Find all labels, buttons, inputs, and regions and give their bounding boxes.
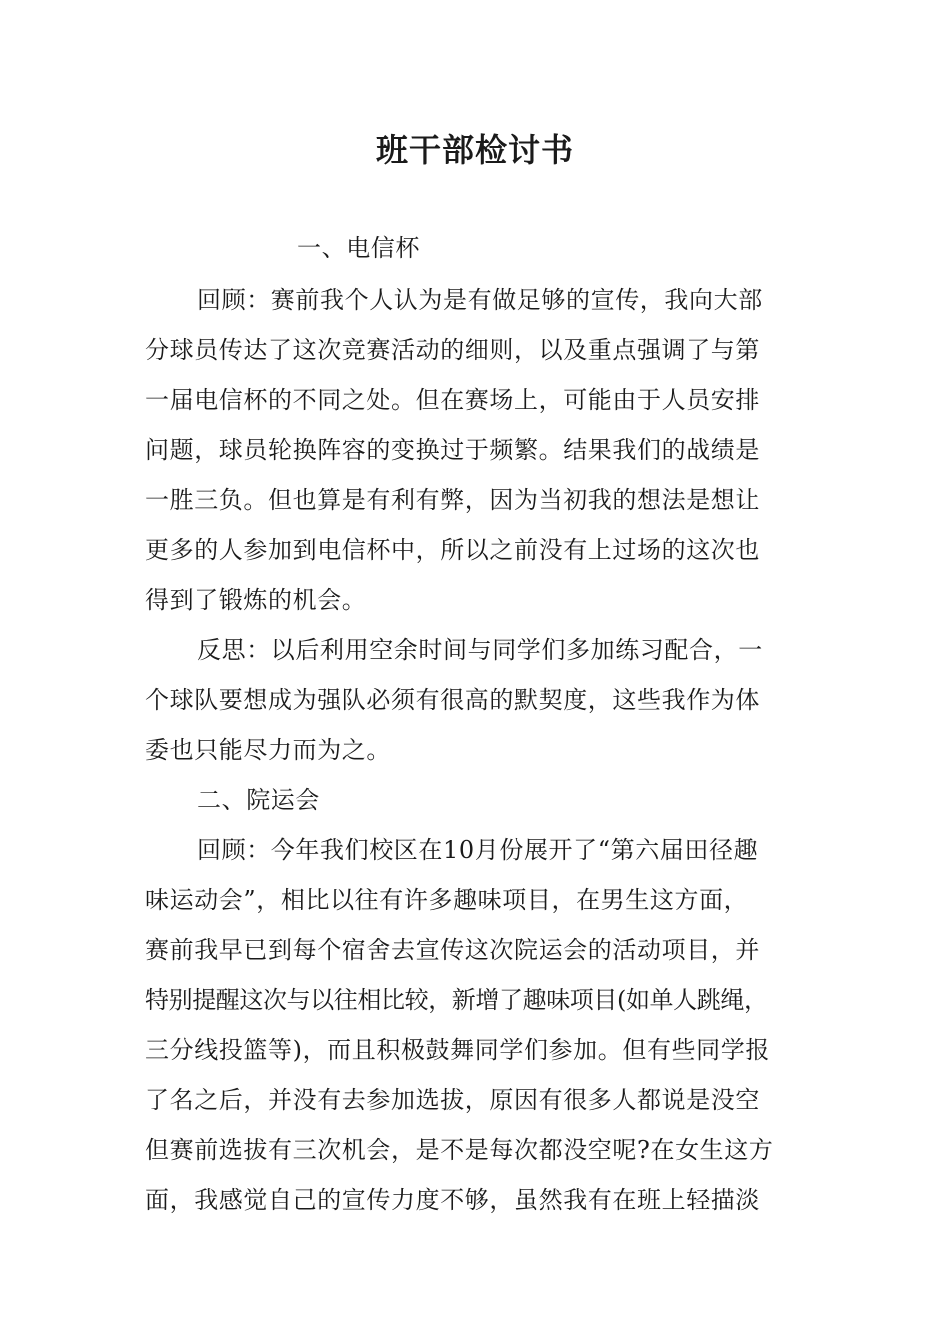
section-heading-1: 一、电信杯 bbox=[297, 234, 420, 262]
paragraph-line: 三分线投篮等)，而且积极鼓舞同学们参加。但有些同学报 bbox=[145, 1036, 770, 1064]
paragraph-line: 特别提醒这次与以往相比较，新增了趣味项目(如单人跳绳， bbox=[145, 986, 768, 1014]
paragraph-line: 了名之后，并没有去参加选拔，原因有很多人都说是没空 bbox=[145, 1086, 760, 1114]
paragraph-line: 回顾：今年我们校区在10月份展开了“第六届田径趣 bbox=[197, 836, 759, 864]
paragraph-line: 面，我感觉自己的宣传力度不够，虽然我有在班上轻描淡 bbox=[145, 1186, 760, 1214]
paragraph-line: 问题，球员轮换阵容的变换过于频繁。结果我们的战绩是 bbox=[145, 436, 760, 464]
paragraph-line: 回顾：赛前我个人认为是有做足够的宣传，我向大部 bbox=[197, 286, 763, 314]
paragraph-line: 分球员传达了这次竞赛活动的细则，以及重点强调了与第 bbox=[145, 336, 760, 364]
document-title: 班干部检讨书 bbox=[375, 131, 574, 169]
paragraph-line: 更多的人参加到电信杯中，所以之前没有上过场的这次也 bbox=[145, 536, 760, 564]
paragraph-line: 一届电信杯的不同之处。但在赛场上，可能由于人员安排 bbox=[145, 386, 760, 414]
paragraph-line: 得到了锻炼的机会。 bbox=[145, 586, 367, 614]
paragraph-line: 味运动会”，相比以往有许多趣味项目，在男生这方面， bbox=[145, 886, 749, 914]
paragraph-line: 个球队要想成为强队必须有很高的默契度，这些我作为体 bbox=[145, 686, 760, 714]
paragraph-line: 赛前我早已到每个宿舍去宣传这次院运会的活动项目，并 bbox=[145, 936, 760, 964]
paragraph-line: 但赛前选拔有三次机会，是不是每次都没空呢?在女生这方 bbox=[145, 1136, 774, 1164]
paragraph-line: 委也只能尽力而为之。 bbox=[145, 736, 391, 764]
section-heading-2: 二、院运会 bbox=[197, 786, 320, 814]
paragraph-line: 一胜三负。但也算是有利有弊，因为当初我的想法是想让 bbox=[145, 486, 760, 514]
paragraph-line: 反思：以后利用空余时间与同学们多加练习配合，一 bbox=[197, 636, 763, 664]
